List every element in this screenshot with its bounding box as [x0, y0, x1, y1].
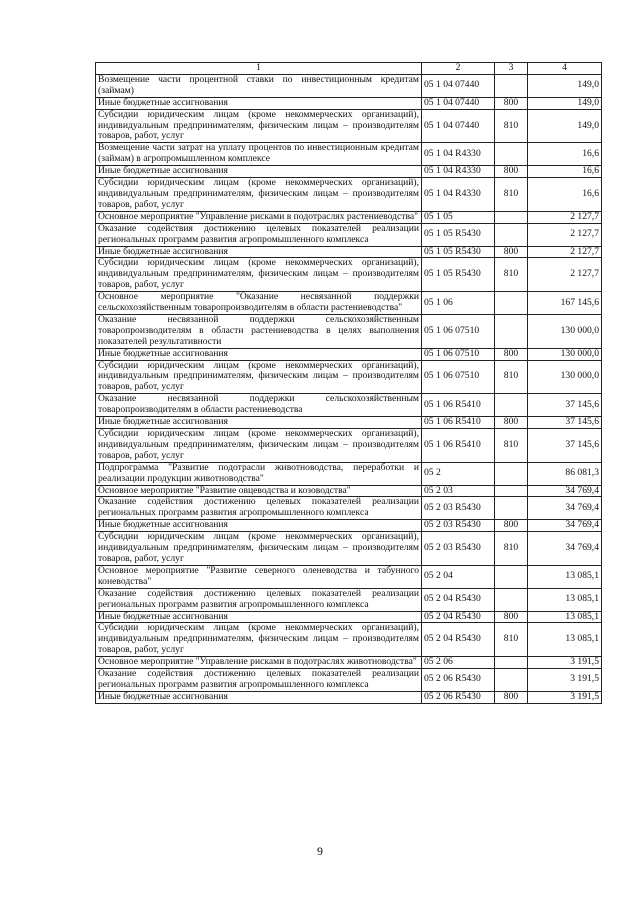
row-amount: 16,6 [528, 178, 602, 212]
row-amount: 3 191,5 [528, 657, 602, 669]
table-row [96, 292, 602, 315]
row-expense-type: 800 [495, 97, 528, 109]
row-code: 05 1 05 R5430 [422, 246, 495, 258]
row-amount: 130 000,0 [528, 314, 602, 348]
row-description: Оказание несвязанной поддержки сельскохозяйственным товаропроизводителям в области растениеводства [96, 394, 422, 417]
row-code: 05 1 05 R5430 [422, 223, 495, 246]
table-row [96, 109, 602, 143]
row-expense-type [495, 211, 528, 223]
row-description: Основное мероприятие "Развитие овцеводства и козоводства" [96, 485, 422, 497]
row-description: Оказание содействия достижению целевых показателей реализации региональных программ развития агропромышленного комплекса [96, 223, 422, 246]
row-amount: 149,0 [528, 109, 602, 143]
row-expense-type: 800 [495, 691, 528, 703]
row-description: Субсидии юридическим лицам (кроме некоммерческих организаций), индивидуальным предпринимателям, физическим лицам – производителям товаров, работ, услуг [96, 623, 422, 657]
table-header-row [96, 63, 602, 75]
row-code: 05 1 04 R4330 [422, 143, 495, 166]
row-amount: 13 085,1 [528, 611, 602, 623]
header-col-3: 3 [495, 63, 528, 75]
row-code: 05 2 06 R5430 [422, 691, 495, 703]
row-description: Возмещение части процентной ставки по инвестиционным кредитам (займам) [96, 74, 422, 97]
row-code: 05 2 04 R5430 [422, 611, 495, 623]
row-description: Оказание содействия достижению целевых показателей реализации региональных программ развития агропромышленного комплекса [96, 588, 422, 611]
table-row [96, 360, 602, 394]
row-expense-type [495, 74, 528, 97]
row-code: 05 1 04 07440 [422, 97, 495, 109]
row-description: Иные бюджетные ассигнования [96, 97, 422, 109]
row-description: Иные бюджетные ассигнования [96, 691, 422, 703]
row-description: Возмещение части затрат на уплату процентов по инвестиционным кредитам (займам) в агропромышленном комплексе [96, 143, 422, 166]
row-expense-type [495, 565, 528, 588]
row-code: 05 2 [422, 462, 495, 485]
header-col-4: 4 [528, 63, 602, 75]
table-body [96, 74, 602, 703]
row-code: 05 1 06 R5410 [422, 394, 495, 417]
row-amount: 37 145,6 [528, 429, 602, 463]
table-row [96, 97, 602, 109]
table-row [96, 429, 602, 463]
row-code: 05 1 05 [422, 211, 495, 223]
row-expense-type: 800 [495, 520, 528, 532]
table-row [96, 611, 602, 623]
row-expense-type: 810 [495, 258, 528, 292]
table-row [96, 223, 602, 246]
row-expense-type: 800 [495, 348, 528, 360]
row-description: Оказание содействия достижению целевых показателей реализации региональных программ развития агропромышленного комплекса [96, 497, 422, 520]
row-expense-type [495, 588, 528, 611]
row-expense-type: 810 [495, 623, 528, 657]
row-amount: 130 000,0 [528, 360, 602, 394]
row-description: Основное мероприятие "Оказание несвязанной поддержки сельскохозяйственным товаропроизводителям в области растениеводства" [96, 292, 422, 315]
table-row [96, 74, 602, 97]
row-description: Субсидии юридическим лицам (кроме некоммерческих организаций), индивидуальным предпринимателям, физическим лицам – производителям товаров, работ, услуг [96, 532, 422, 566]
row-code: 05 2 03 R5430 [422, 520, 495, 532]
row-amount: 16,6 [528, 143, 602, 166]
row-amount: 34 769,4 [528, 497, 602, 520]
row-code: 05 2 04 [422, 565, 495, 588]
table-row [96, 623, 602, 657]
row-amount: 2 127,7 [528, 258, 602, 292]
row-code: 05 1 06 07510 [422, 360, 495, 394]
header-col-1: 1 [96, 63, 422, 75]
row-description: Основное мероприятие "Управление рисками в подотраслях растениеводства" [96, 211, 422, 223]
row-description: Иные бюджетные ассигнования [96, 348, 422, 360]
table-row [96, 258, 602, 292]
row-amount: 34 769,4 [528, 485, 602, 497]
row-expense-type: 800 [495, 417, 528, 429]
row-description: Субсидии юридическим лицам (кроме некоммерческих организаций), индивидуальным предпринимателям, физическим лицам – производителям товаров, работ, услуг [96, 360, 422, 394]
row-description: Оказание содействия достижению целевых показателей реализации региональных программ развития агропромышленного комплекса [96, 669, 422, 692]
row-description: Оказание несвязанной поддержки сельскохозяйственным товаропроизводителям в области растениеводства в целях выполнения показателей результативности [96, 314, 422, 348]
row-amount: 130 000,0 [528, 348, 602, 360]
row-expense-type [495, 657, 528, 669]
table-row [96, 485, 602, 497]
header-col-2: 2 [422, 63, 495, 75]
row-description: Субсидии юридическим лицам (кроме некоммерческих организаций), индивидуальным предпринимателям, физическим лицам – производителям товаров, работ, услуг [96, 178, 422, 212]
row-amount: 3 191,5 [528, 691, 602, 703]
row-expense-type: 810 [495, 532, 528, 566]
row-code: 05 2 06 R5430 [422, 669, 495, 692]
table-row [96, 462, 602, 485]
row-code: 05 2 03 R5430 [422, 532, 495, 566]
row-code: 05 1 04 R4330 [422, 166, 495, 178]
table-row [96, 565, 602, 588]
row-expense-type: 810 [495, 429, 528, 463]
row-code: 05 2 06 [422, 657, 495, 669]
table-row [96, 178, 602, 212]
row-expense-type: 800 [495, 166, 528, 178]
row-code: 05 1 06 07510 [422, 348, 495, 360]
row-code: 05 2 03 [422, 485, 495, 497]
row-amount: 13 085,1 [528, 565, 602, 588]
table-row [96, 669, 602, 692]
row-amount: 2 127,7 [528, 211, 602, 223]
row-description: Иные бюджетные ассигнования [96, 166, 422, 178]
row-amount: 16,6 [528, 166, 602, 178]
row-expense-type [495, 497, 528, 520]
row-code: 05 2 04 R5430 [422, 588, 495, 611]
row-amount: 37 145,6 [528, 417, 602, 429]
table-row [96, 348, 602, 360]
row-expense-type: 800 [495, 611, 528, 623]
table-row [96, 497, 602, 520]
row-description: Иные бюджетные ассигнования [96, 611, 422, 623]
table-row [96, 314, 602, 348]
row-amount: 2 127,7 [528, 246, 602, 258]
row-description: Основное мероприятие "Управление рисками в подотраслях животноводства" [96, 657, 422, 669]
row-code: 05 2 03 R5430 [422, 497, 495, 520]
row-code: 05 1 05 R5430 [422, 258, 495, 292]
row-expense-type: 800 [495, 246, 528, 258]
row-code: 05 1 06 07510 [422, 314, 495, 348]
row-expense-type [495, 394, 528, 417]
row-expense-type [495, 143, 528, 166]
row-description: Подпрограмма "Развитие подотрасли животноводства, переработки и реализации продукции животноводства" [96, 462, 422, 485]
row-amount: 34 769,4 [528, 532, 602, 566]
table-row [96, 143, 602, 166]
row-description: Иные бюджетные ассигнования [96, 246, 422, 258]
row-expense-type [495, 485, 528, 497]
row-expense-type: 810 [495, 178, 528, 212]
table-row [96, 520, 602, 532]
row-description: Иные бюджетные ассигнования [96, 520, 422, 532]
row-amount: 149,0 [528, 74, 602, 97]
row-amount: 86 081,3 [528, 462, 602, 485]
table-row [96, 691, 602, 703]
table-row [96, 657, 602, 669]
table-row [96, 417, 602, 429]
row-code: 05 2 04 R5430 [422, 623, 495, 657]
row-code: 05 1 04 07440 [422, 109, 495, 143]
row-description: Субсидии юридическим лицам (кроме некоммерческих организаций), индивидуальным предпринимателям, физическим лицам – производителям товаров, работ, услуг [96, 258, 422, 292]
row-code: 05 1 04 07440 [422, 74, 495, 97]
table-row [96, 166, 602, 178]
row-amount: 13 085,1 [528, 623, 602, 657]
row-code: 05 1 06 R5410 [422, 417, 495, 429]
row-code: 05 1 06 R5410 [422, 429, 495, 463]
row-amount: 3 191,5 [528, 669, 602, 692]
page-number: 9 [317, 844, 323, 858]
budget-table [95, 62, 602, 704]
row-expense-type: 810 [495, 360, 528, 394]
table-row [96, 394, 602, 417]
row-amount: 34 769,4 [528, 520, 602, 532]
row-code: 05 1 06 [422, 292, 495, 315]
row-amount: 149,0 [528, 97, 602, 109]
row-amount: 2 127,7 [528, 223, 602, 246]
row-amount: 37 145,6 [528, 394, 602, 417]
row-code: 05 1 04 R4330 [422, 178, 495, 212]
row-description: Основное мероприятие "Развитие северного оленеводства и табунного коневодства" [96, 565, 422, 588]
table-row [96, 532, 602, 566]
row-description: Субсидии юридическим лицам (кроме некоммерческих организаций), индивидуальным предпринимателям, физическим лицам – производителям товаров, работ, услуг [96, 429, 422, 463]
table-row [96, 588, 602, 611]
row-expense-type [495, 669, 528, 692]
row-amount: 167 145,6 [528, 292, 602, 315]
row-expense-type [495, 292, 528, 315]
row-amount: 13 085,1 [528, 588, 602, 611]
row-description: Субсидии юридическим лицам (кроме некоммерческих организаций), индивидуальным предпринимателям, физическим лицам – производителям товаров, работ, услуг [96, 109, 422, 143]
row-expense-type: 810 [495, 109, 528, 143]
table-row [96, 246, 602, 258]
table-row [96, 211, 602, 223]
row-expense-type [495, 314, 528, 348]
row-description: Иные бюджетные ассигнования [96, 417, 422, 429]
row-expense-type [495, 223, 528, 246]
row-expense-type [495, 462, 528, 485]
